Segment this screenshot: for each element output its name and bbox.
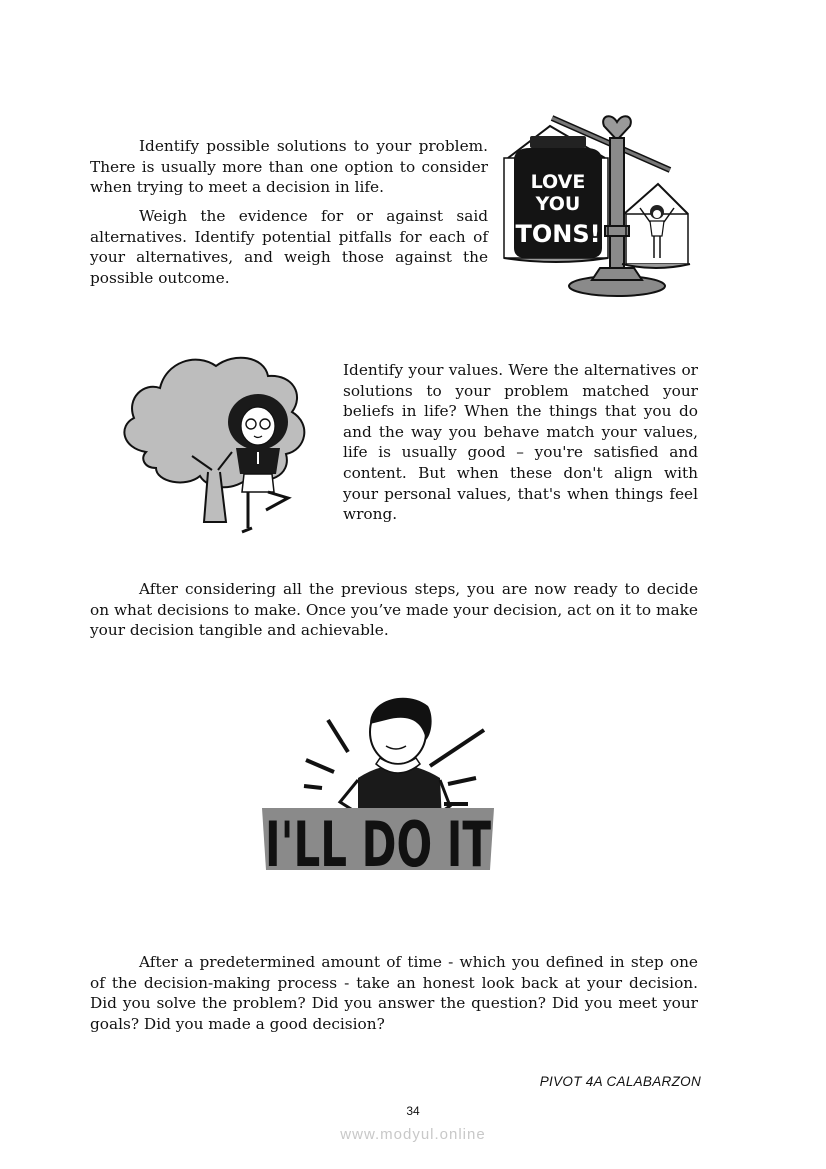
paragraph-weigh-evidence: Weigh the evidence for or against said alternatives. Identify potential pitfalls for each of your alternatives, and weigh those against the possible outcome. xyxy=(90,207,488,287)
footer-brand: PIVOT 4A CALABARZON xyxy=(539,1074,701,1089)
page-number: 34 xyxy=(406,1104,420,1118)
balance-scale-illustration xyxy=(500,108,700,300)
jar-text-love: LOVE xyxy=(530,171,586,193)
paragraph-decide: After considering all the previous steps, you are now ready to decide on what decisions to make. Once you’ve made your decision, act on it to make your decision tangible and achievable. xyxy=(90,580,698,640)
paragraph-identify-values: Identify your values. Were the alternatives or solutions to your problem matched your beliefs in life? When the things that you do and the way you behave match your values, life is usually good – you're satisfied and content. But when these don't align with your personal values, that's when things feel wrong. xyxy=(343,361,698,524)
ill-do-it-illustration xyxy=(258,690,502,881)
paragraph-review-decision: After a predetermined amount of time - which you defined in step one of the decision-making process - take an honest look back at your decision. Did you solve the problem? Did you answer the question? Did you meet your goals? Did you made a good decision? xyxy=(90,953,698,1033)
jar-text-you: YOU xyxy=(535,193,581,215)
paragraph-identify-solutions: Identify possible solutions to your problem. There is usually more than one option to consider when trying to meet a decision in life. xyxy=(90,137,488,197)
jar-text-tons: TONS! xyxy=(515,220,601,248)
tree-pose-illustration xyxy=(116,352,316,542)
banner-text: I'LL DO IT xyxy=(265,808,491,881)
watermark: www.modyul.online xyxy=(340,1126,486,1143)
